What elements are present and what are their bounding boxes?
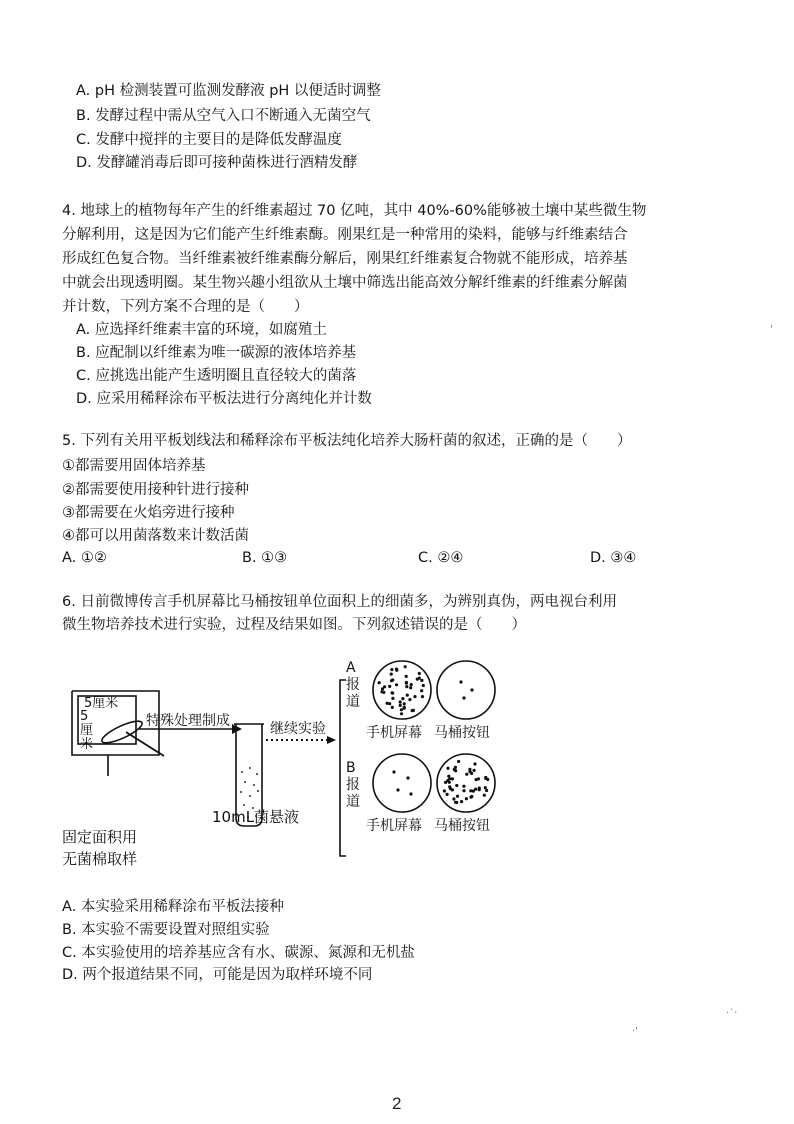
colony-dot <box>409 686 412 689</box>
colony-dot <box>400 712 403 715</box>
tube-label: 10mL菌悬液 <box>212 808 300 826</box>
colony-dot <box>388 685 391 688</box>
colony-dot <box>483 794 486 797</box>
q3-option-b: B. 发酵过程中需从空气入口不断通入无菌空气 <box>76 108 371 124</box>
colony-dot <box>470 795 473 798</box>
colony-dot <box>391 691 394 694</box>
q6-option-a: A. 本实验采用稀释涂布平板法接种 <box>62 899 284 915</box>
process-arrowhead <box>232 724 242 734</box>
colony-dot <box>418 677 421 680</box>
scan-speck: ·' <box>632 1026 638 1037</box>
q6-option-c: C. 本实验使用的培养基应含有水、碳源、氮源和无机盐 <box>62 945 415 961</box>
colony-dot <box>478 788 481 791</box>
page-number: 2 <box>392 1094 402 1113</box>
colonies-a-phone <box>378 665 425 715</box>
q3-option-a: A. pH 检测装置可监测发酵液 pH 以便适时调整 <box>76 83 381 99</box>
colony-dot <box>473 769 476 772</box>
square-top-label: 5厘米 <box>84 696 119 711</box>
q4-option-a: A. 应选择纤维素丰富的环境，如腐殖土 <box>76 322 327 338</box>
colony-dot <box>452 797 455 800</box>
colony-dot <box>462 789 465 792</box>
report-b-label: B报道 <box>346 760 360 810</box>
colony-dot <box>473 762 476 765</box>
colony-dot <box>410 683 413 686</box>
colony-dot <box>455 801 458 804</box>
colony-dot <box>406 694 409 697</box>
continue-label: 继续实验 <box>270 721 326 737</box>
colony-dot <box>420 679 423 682</box>
colony-dot <box>395 669 398 672</box>
colony-dot <box>484 786 487 789</box>
colony-dot <box>380 690 383 693</box>
scan-speck: ' <box>770 324 773 335</box>
colony-dot <box>405 682 408 685</box>
colony-dot <box>449 787 452 790</box>
colony-dot <box>403 707 406 710</box>
colony-dot <box>455 784 458 787</box>
colony-dot <box>486 778 489 781</box>
colony-dot <box>446 767 449 770</box>
colony-dot <box>422 684 425 687</box>
colony-dot <box>399 700 402 703</box>
q3-option-d: D. 发酵罐消毒后即可接种菌株进行酒精发酵 <box>76 155 358 171</box>
colony-dot <box>413 695 416 698</box>
colony-dot <box>401 697 404 700</box>
q4-stem-line: 中就会出现透明圈。某生物兴趣小组欲从土壤中筛选出能高效分解纤维素的纤维素分解菌 <box>62 275 628 291</box>
q6-option-d: D. 两个报道结果不同，可能是因为取样环境不同 <box>62 967 373 983</box>
colony-dot <box>457 760 460 763</box>
colonies-b-toilet <box>443 760 490 804</box>
q5-item-4: ④都可以用菌落数来计数活菌 <box>62 528 249 544</box>
colony-dot <box>391 706 394 709</box>
colony-dot <box>477 777 480 780</box>
dish-b-phone-label: 手机屏幕 <box>366 818 422 834</box>
colony-dot <box>443 789 446 792</box>
q6-stem-line: 6. 日前微博传言手机屏幕比马桶按钮单位面积上的细菌多，为辨别真伪，两电视台利用 <box>62 594 617 610</box>
colony-dot <box>378 681 381 684</box>
q6-stem-line: 微生物培养技术进行实验，过程及结果如图。下列叙述错误的是（ ） <box>62 617 526 633</box>
scan-speck: ·˙· <box>726 1008 738 1019</box>
colony-dot <box>408 698 411 701</box>
q5-option-d: D. ③④ <box>590 550 637 566</box>
colony-dot <box>404 665 407 668</box>
colony-dot <box>468 770 471 773</box>
square-side-label: 5厘米 <box>80 709 94 752</box>
cotton-swab-head <box>100 717 145 746</box>
report-a-label: A报道 <box>346 660 360 710</box>
colony-dot <box>418 672 421 675</box>
dish-b-toilet-label: 马桶按钮 <box>434 818 490 834</box>
colony-dot <box>421 695 424 698</box>
q4-option-d: D. 应采用稀释涂布平板法进行分离纯化并计数 <box>76 391 372 407</box>
colony-dot <box>456 795 459 798</box>
dish-a-toilet-label: 马桶按钮 <box>434 725 490 741</box>
experiment-diagram <box>64 660 524 880</box>
q5-option-a: A. ①② <box>62 550 107 566</box>
q4-stem-line: 分解利用，这是因为它们能产生纤维素酶。刚果红是一种常用的染料，能够与纤维素结合 <box>62 227 628 243</box>
q5-option-b: B. ①③ <box>242 550 288 566</box>
q5-item-3: ③都需要在火焰旁进行接种 <box>62 505 235 521</box>
colony-dot <box>383 685 386 688</box>
q5-stem: 5. 下列有关用平板划线法和稀释涂布平板法纯化培养大肠杆菌的叙述，正确的是（ ） <box>62 433 632 449</box>
colony-dot <box>460 800 463 803</box>
caption-line-1: 固定面积用 <box>62 828 138 846</box>
colony-dot <box>412 709 415 712</box>
q5-option-c: C. ②④ <box>418 550 464 566</box>
q3-option-c: C. 发酵中搅拌的主要目的是降低发酵温度 <box>76 132 342 148</box>
colony-dot <box>399 704 402 707</box>
q4-stem-line: 4. 地球上的植物每年产生的纤维素超过 70 亿吨，其中 40%-60%能够被土壤中某些微生物 <box>62 203 647 219</box>
colony-dot <box>403 702 406 705</box>
colony-dot <box>395 683 398 686</box>
q5-item-2: ②都需要使用接种针进行接种 <box>62 482 249 498</box>
dish-a-toilet <box>437 661 495 719</box>
colony-dot <box>386 702 389 705</box>
q6-option-b: B. 本实验不需要设置对照组实验 <box>62 922 270 938</box>
colony-dot <box>420 689 423 692</box>
colony-dot <box>453 768 456 771</box>
q4-stem-line: 并计数，下列方案不合理的是（ ） <box>62 299 309 315</box>
colonies-b-phone <box>392 770 412 795</box>
colonies-a-toilet <box>459 680 473 699</box>
colony-dot <box>390 673 393 676</box>
colony-dot <box>446 793 449 796</box>
dish-a-phone-label: 手机屏幕 <box>366 725 422 741</box>
q5-item-1: ①都需要用固体培养基 <box>62 458 206 474</box>
colony-dot <box>405 685 408 688</box>
process-label: 特殊处理制成 <box>146 713 230 729</box>
colony-dot <box>465 773 468 776</box>
colony-dot <box>390 679 393 682</box>
colony-dot <box>391 697 394 700</box>
colony-dot <box>405 675 408 678</box>
colony-dot <box>390 668 393 671</box>
caption-line-2: 无菌棉取样 <box>62 850 138 868</box>
dish-b-phone <box>373 754 431 812</box>
colony-dot <box>485 789 488 792</box>
colony-dot <box>465 797 468 800</box>
q4-stem-line: 形成红色复合物。当纤维素被纤维素酶分解后，刚果红纤维素复合物就不能形成，培养基 <box>62 251 628 267</box>
q4-option-c: C. 应挑选出能产生透明圈且直径较大的菌落 <box>76 368 357 384</box>
colony-dot <box>462 785 465 788</box>
experiment-figure <box>64 660 524 880</box>
colony-dot <box>472 790 475 793</box>
q4-option-b: B. 应配制以纤维素为唯一碳源的液体培养基 <box>76 345 357 361</box>
continue-arrowhead <box>327 736 336 744</box>
colony-dot <box>451 777 454 780</box>
colony-dot <box>400 708 403 711</box>
